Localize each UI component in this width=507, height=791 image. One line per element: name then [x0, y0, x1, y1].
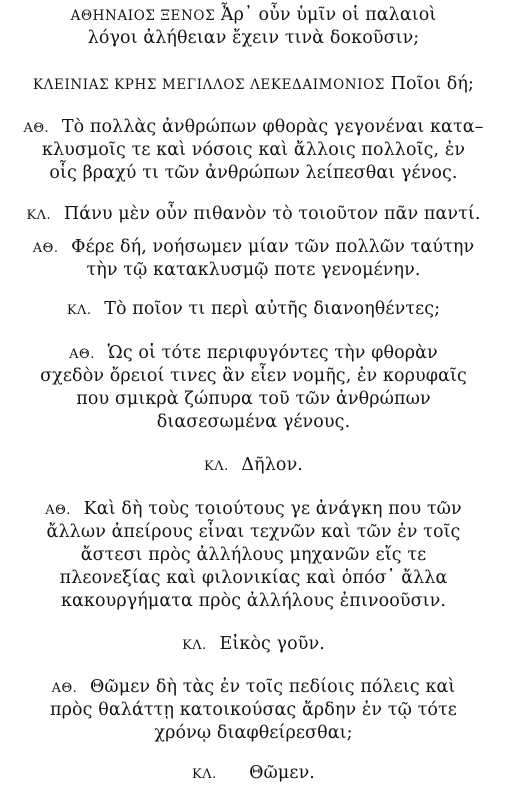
dialogue-line: [0, 411, 507, 433]
speaker-label: ΑΘ.: [23, 121, 50, 136]
speaker-label: ΚΛΕΙΝΙΑΣ ΚΡΗΣ ΜΕΓΙΛΛΟΣ ΛΕΚΕΔΑΙΜΟΝΙΟΣ: [32, 77, 385, 93]
speaker-label: ΚΛ.: [204, 459, 229, 474]
dialogue-line: [0, 342, 507, 366]
dialogue-line: [0, 27, 507, 49]
dialogue-line: [0, 544, 507, 566]
dialogue-line: [0, 762, 507, 786]
dialogue-line: [0, 365, 507, 387]
dialogue-line: [0, 139, 507, 161]
dialogue-line: [0, 4, 507, 27]
dialogue-line: [0, 73, 507, 96]
speaker-label: ΚΛ.: [26, 208, 52, 223]
line-text: Θῶμεν.: [249, 763, 315, 783]
line-text: Τὸ ποῖον τι περὶ αὐτῆς διανοηθέντες;: [104, 299, 441, 319]
dialogue-line: [0, 162, 507, 184]
speaker-label: ΑΘ.: [69, 347, 95, 362]
line-text: κακουργήματα πρὸς ἀλλήλους ἐπινοοῦσιν.: [60, 591, 447, 611]
dialogue-line: [0, 567, 507, 589]
line-text: που σμικρὰ ζώπυρα τοῦ τῶν ἀνθρώπων: [76, 389, 431, 409]
line-text: Δῆλον.: [241, 455, 303, 475]
dialogue-line: [0, 722, 507, 744]
line-text: κλυσμοῖς τε καὶ νόσοις καὶ ἄλλοις πολλοῖς, ἐν: [41, 140, 466, 160]
line-text: Φέρε δή, νοήσωμεν μίαν τῶν πολλῶν ταύτην: [71, 237, 475, 257]
speaker-label: ΑΘ.: [51, 681, 78, 696]
speaker-label: ΑΘ.: [32, 241, 59, 256]
line-text: Ὡς οἱ τότε περιφυγόντες τὴν φθορὰν: [107, 343, 438, 363]
speaker-label: ΚΛ.: [182, 638, 207, 653]
line-text: Τὸ πολλὰς ἀνθρώπων φθορὰς γεγονέναι κατα–: [61, 117, 484, 137]
speaker-label: ΑΘΗΝΑΙΟΣ ΞΕΝΟΣ: [70, 8, 216, 24]
line-text: οἷς βραχύ τι τῶν ἀνθρώπων λείπεσθαι γένος.: [49, 163, 458, 183]
dialogue-line: [0, 236, 507, 260]
line-text: διασεσωμένα γένους.: [156, 412, 351, 432]
speaker-label: ΚΛ.: [66, 303, 92, 318]
dialogue-line: [0, 590, 507, 612]
speaker-label: ΑΘ.: [45, 503, 71, 518]
dialogue-line: [0, 259, 507, 281]
speaker-label: ΚΛ.: [192, 767, 217, 782]
line-text: σχεδὸν ὄρειοί τινες ἂν εἶεν νομῆς, ἐν κορυφαῖς: [40, 366, 467, 386]
dialogue-line: [0, 116, 507, 140]
line-text: χρόνῳ διαφθείρεσθαι;: [154, 723, 353, 743]
line-text: Θῶμεν δὴ τὰς ἐν τοῖς πεδίοις πόλεις καὶ: [89, 677, 456, 697]
dialogue-line: [0, 699, 507, 721]
line-text: λόγοι ἀλήθειαν ἔχειν τινὰ δοκοῦσιν;: [87, 28, 420, 48]
line-text: Εἰκὸς γοῦν.: [219, 634, 325, 654]
dialogue-line: [0, 298, 507, 322]
line-text: πρὸς θαλάττῃ κατοικούσας ἄρδην ἐν τῷ τότε: [50, 700, 457, 720]
line-text: τὴν τῷ κατακλυσμῷ ποτε γενομένην.: [86, 260, 421, 280]
dialogue-line: [0, 454, 507, 478]
line-text: Ἆρ᾽ οὖν ὑμῖν οἱ παλαιοὶ: [220, 5, 437, 25]
line-text: ἄστεσι πρὸς ἀλλήλους μηχανῶν εἴς τε: [80, 545, 427, 565]
line-text: ἄλλων ἀπείρους εἶναι τεχνῶν καὶ τῶν ἐν τοῖς: [46, 522, 461, 542]
dialogue-line: [0, 676, 507, 700]
dialogue-line: [0, 521, 507, 543]
line-text: πλεονεξίας καὶ φιλονικίας καὶ ὁπόσ᾽ ἄλλα: [59, 568, 448, 588]
dialogue-line: [0, 203, 507, 227]
line-text: Ποῖοι δή;: [390, 74, 475, 94]
line-text: Καὶ δὴ τοὺς τοιούτους γε ἀνάγκη που τῶν: [83, 499, 462, 519]
line-text: Πάνυ μὲν οὖν πιθανὸν τὸ τοιοῦτον πᾶν παντί.: [63, 204, 481, 224]
dialogue-line: [0, 388, 507, 410]
dialogue-line: [0, 498, 507, 522]
dialogue-line: [0, 633, 507, 657]
